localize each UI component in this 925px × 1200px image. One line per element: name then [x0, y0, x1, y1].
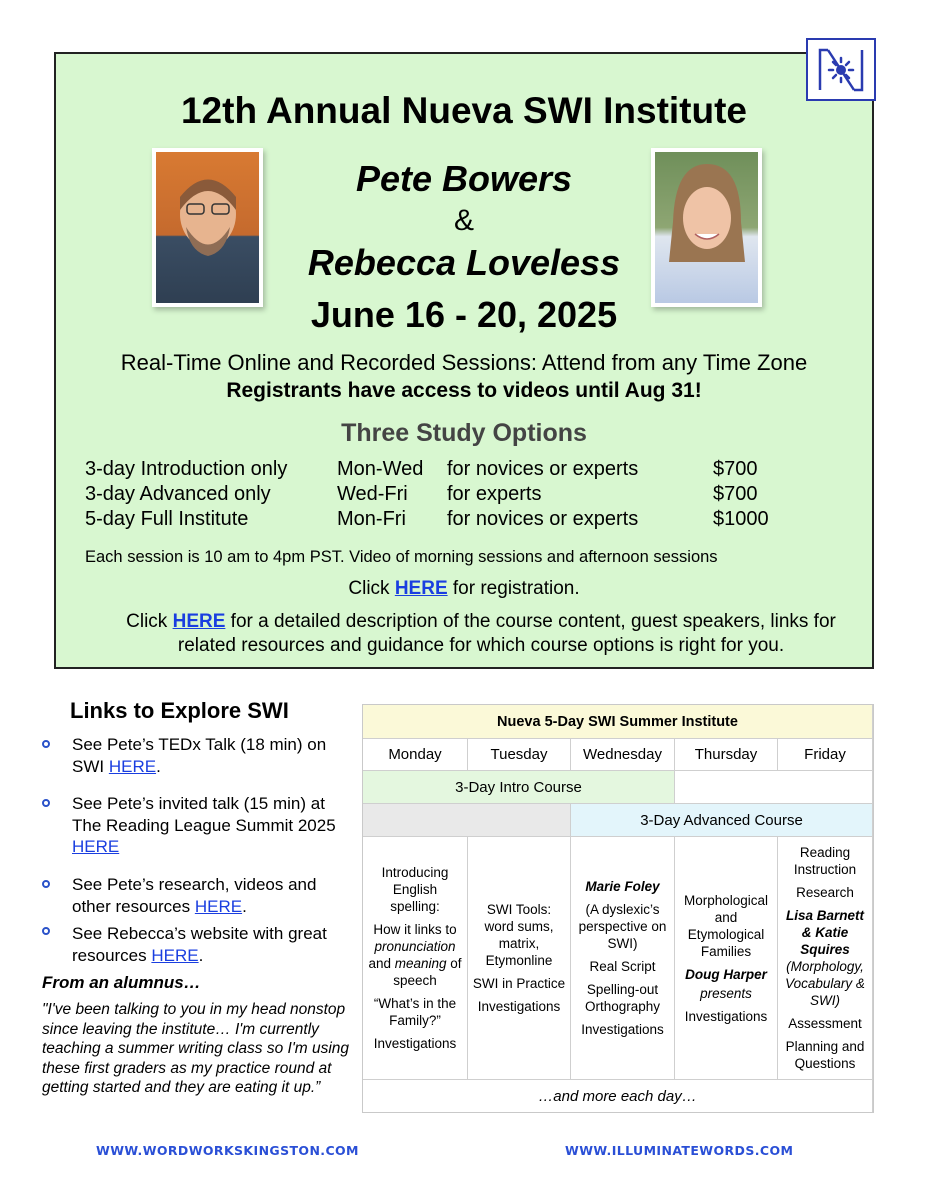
- more-each-day: …and more each day…: [363, 1080, 873, 1112]
- links-heading: Links to Explore SWI: [70, 698, 289, 723]
- schedule-title: Nueva 5-Day SWI Summer Institute: [363, 705, 873, 739]
- option-name: 3-day Advanced only: [85, 483, 271, 505]
- wednesday-perspective: (A dyslexic’s perspective on SWI): [578, 902, 667, 951]
- wednesday-speaker: Marie Foley: [585, 879, 660, 894]
- day-header-wednesday: Wednesday: [571, 739, 675, 771]
- thursday-investigations: Investigations: [684, 1008, 768, 1024]
- course-detail-link[interactable]: HERE: [172, 611, 226, 632]
- session-times-note: Each session is 10 am to 4pm PST. Video of morning sessions and afternoon sessions: [85, 548, 718, 566]
- link-item-rebecca: [72, 923, 357, 966]
- day-header-thursday: Thursday: [675, 739, 778, 771]
- option-price: $700: [713, 458, 758, 480]
- alumnus-quote: "I've been talking to you in my head nonstop since leaving the institute… I'm currently teaching a summer writing class so I'm using these first graders as my practice round at getting started and they are eating it up.”: [42, 1001, 350, 1096]
- page-title: 12th Annual Nueva SWI Institute: [180, 90, 748, 131]
- hero-panel: [54, 52, 874, 669]
- bullet-icon: [42, 740, 50, 748]
- research-resources-link[interactable]: HERE: [194, 896, 243, 916]
- option-name: 3-day Introduction only: [85, 458, 288, 480]
- tuesday-practice: SWI in Practice: [472, 976, 566, 991]
- day-header-friday: Friday: [778, 739, 873, 771]
- video-access-line: Registrants have access to videos until Aug 31!: [226, 379, 702, 402]
- day-header-monday: Monday: [363, 739, 468, 771]
- link-item-text: See Pete’s invited talk (15 min) at The Reading League Summit 2025: [72, 794, 336, 835]
- friday-reading: Reading Instruction: [793, 845, 857, 877]
- bullet-icon: [42, 880, 50, 888]
- monday-topic-links: [367, 921, 463, 989]
- monday-investigations: Investigations: [373, 1036, 457, 1051]
- option-days: Wed-Fri: [337, 483, 408, 505]
- option-audience: for novices or experts: [447, 508, 639, 530]
- friday-topics: (Morphology, Vocabulary & SWI): [785, 959, 865, 1008]
- alumnus-heading: From an alumnus…: [42, 973, 201, 992]
- intro-course-bar: 3-Day Intro Course: [363, 771, 675, 804]
- ampersand: &: [453, 204, 474, 237]
- detail-suffix: for a detailed description of the course content, guest speakers, links for related resources and guidance for which course options is right for you.: [177, 611, 836, 656]
- text-italic: pronunciation: [374, 939, 456, 954]
- friday-content: [778, 837, 873, 1080]
- rebecca-website-link[interactable]: HERE: [151, 945, 199, 965]
- online-sessions-line: Real-Time Online and Recorded Sessions: Attend from any Time Zone: [120, 350, 808, 375]
- option-name: 5-day Full Institute: [85, 508, 249, 530]
- option-days: Mon-Fri: [337, 508, 406, 530]
- registration-suffix: for registration.: [447, 578, 580, 599]
- speaker-name-1: Pete Bowers: [355, 158, 573, 199]
- monday-content: [363, 837, 468, 1080]
- link-item-tail: .: [156, 756, 161, 776]
- speaker-name-2: Rebecca Loveless: [307, 242, 621, 283]
- wednesday-real-script: Real Script: [589, 959, 656, 974]
- friday-assessment: Assessment: [788, 1016, 862, 1031]
- day-header-tuesday: Tuesday: [468, 739, 571, 771]
- option-price: $700: [713, 483, 758, 505]
- tuesday-investigations: Investigations: [477, 999, 561, 1014]
- link-item-tail: .: [242, 896, 247, 916]
- text: and: [368, 956, 395, 971]
- link-item-research: [72, 874, 357, 917]
- link-item-tail: .: [198, 945, 204, 965]
- friday-planning: Planning and Questions: [785, 1039, 865, 1071]
- thursday-content: [675, 837, 778, 1080]
- reading-league-talk-link[interactable]: HERE: [72, 837, 120, 856]
- logo: [806, 38, 876, 101]
- wednesday-content: [571, 837, 675, 1080]
- monday-family: “What’s in the Family?”: [373, 996, 457, 1028]
- empty-cell: [675, 771, 873, 804]
- option-audience: for novices or experts: [447, 458, 639, 480]
- event-dates: June 16 - 20, 2025: [310, 294, 618, 335]
- tuesday-content: [468, 837, 571, 1080]
- course-detail-line: [96, 610, 866, 658]
- detail-prefix: Click: [126, 611, 173, 632]
- wednesday-orthography: Spelling-out Orthography: [584, 982, 661, 1014]
- text-italic: meaning: [394, 956, 447, 971]
- friday-research: Research: [796, 885, 854, 900]
- footer-link-illuminatewords[interactable]: WWW.ILLUMINATEWORDS.COM: [565, 1143, 794, 1158]
- link-item-reading-league: [72, 793, 357, 858]
- text: How it links to: [373, 922, 457, 937]
- logo-mark-icon: [808, 40, 874, 99]
- option-audience: for experts: [447, 483, 542, 505]
- empty-cell: [363, 804, 571, 837]
- wednesday-investigations: Investigations: [581, 1022, 664, 1037]
- monday-topic: Introducing English spelling:: [381, 865, 449, 914]
- study-options-heading: Three Study Options: [341, 419, 587, 447]
- footer-link-wordworks[interactable]: WWW.WORDWORKSKINGSTON.COM: [96, 1143, 359, 1158]
- link-item-text: See Rebecca’s website with great resources: [72, 924, 327, 965]
- registration-link[interactable]: HERE: [394, 578, 448, 599]
- advanced-course-bar: 3-Day Advanced Course: [571, 804, 873, 837]
- schedule-table: [362, 704, 874, 1113]
- text: of speech: [393, 956, 462, 988]
- tuesday-tools: SWI Tools: word sums, matrix, Etymonline: [484, 902, 554, 968]
- registration-prefix: Click: [348, 578, 395, 599]
- thursday-presents: presents: [700, 985, 752, 1001]
- thursday-speaker: Doug Harper: [685, 966, 767, 982]
- bullet-icon: [42, 927, 50, 935]
- thursday-families: Morphological and Etymological Families: [683, 892, 769, 959]
- link-item-text: See Pete’s research, videos and other resources: [72, 875, 317, 916]
- bullet-icon: [42, 799, 50, 807]
- registration-line: [56, 578, 872, 600]
- link-item-tedx: [72, 734, 357, 777]
- friday-speakers: Lisa Barnett & Katie Squires: [785, 908, 865, 957]
- option-price: $1000: [713, 508, 769, 530]
- tedx-talk-link[interactable]: HERE: [108, 756, 157, 776]
- link-item-text: See Pete’s TEDx Talk (18 min) on SWI: [72, 735, 327, 776]
- option-days: Mon-Wed: [337, 458, 424, 480]
